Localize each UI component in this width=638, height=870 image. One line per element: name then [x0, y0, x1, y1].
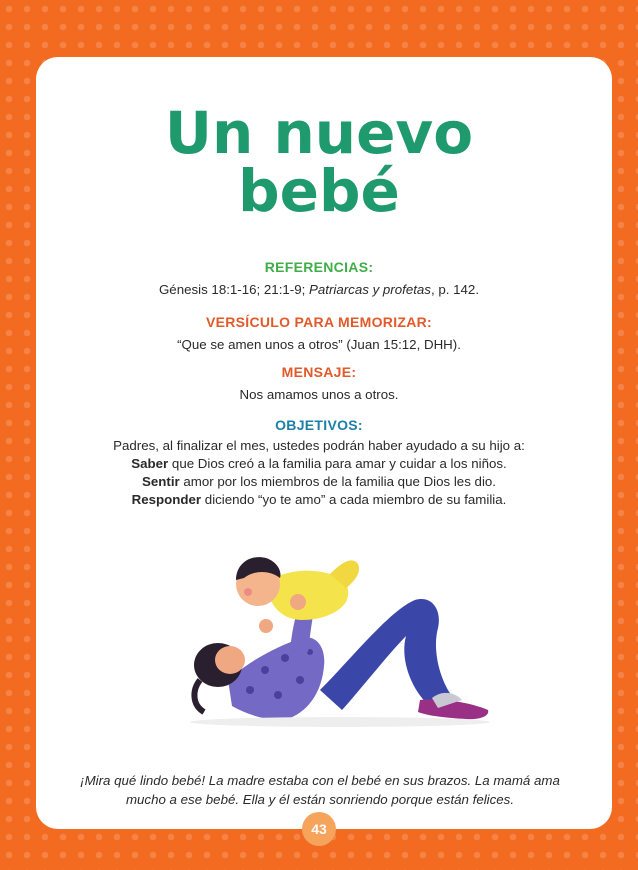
objectives-intro: Padres, al finalizar el mes, ustedes podrán haber ayudado a su hijo a:: [113, 438, 525, 453]
objective-keyword: Responder: [131, 492, 202, 507]
memory-verse-text: “Que se amen unos a otros” (Juan 15:12, DHH).: [177, 337, 461, 352]
objective-item: [0, 455, 638, 473]
objective-text: que Dios creó a la familia para amar y cuidar a los niños.: [168, 456, 507, 471]
mother-baby-illustration: [170, 540, 500, 730]
message-section: [0, 363, 638, 403]
objectives-section: [0, 416, 638, 434]
illustration-caption: ¡Mira qué lindo bebé! La madre estaba con el bebé en sus brazos. La mamá ama mucho a ese bebé. Ella y él están sonriendo porque están felices.: [80, 773, 560, 807]
message-label: MENSAJE:: [281, 364, 357, 380]
references-section: [0, 258, 638, 298]
memory-verse-label: VERSÍCULO PARA MEMORIZAR:: [205, 314, 433, 330]
page-title-line2: bebé: [238, 157, 400, 225]
references-text-prefix: Génesis 18:1-16; 21:1-9;: [158, 282, 310, 297]
objective-text: amor por los miembros de la familia que Dios les dio.: [179, 474, 496, 489]
references-text-suffix: , p. 142.: [430, 282, 480, 297]
objectives-list: [0, 437, 638, 509]
objective-text: diciendo “yo te amo” a cada miembro de su familia.: [201, 492, 507, 507]
references-label: REFERENCIAS:: [264, 259, 374, 275]
references-book-title: Patriarcas y profetas: [309, 282, 431, 297]
objective-item: [0, 491, 638, 509]
page-title-line1: Un nuevo: [164, 99, 474, 167]
objective-keyword: Sentir: [142, 474, 180, 489]
references-text: [0, 281, 638, 298]
message-text: Nos amamos unos a otros.: [239, 387, 399, 402]
objective-keyword: Saber: [131, 456, 169, 471]
objectives-label: OBJETIVOS:: [275, 417, 363, 433]
page-number: 43: [302, 812, 336, 846]
memory-verse-section: [0, 313, 638, 353]
objective-item: [0, 473, 638, 491]
